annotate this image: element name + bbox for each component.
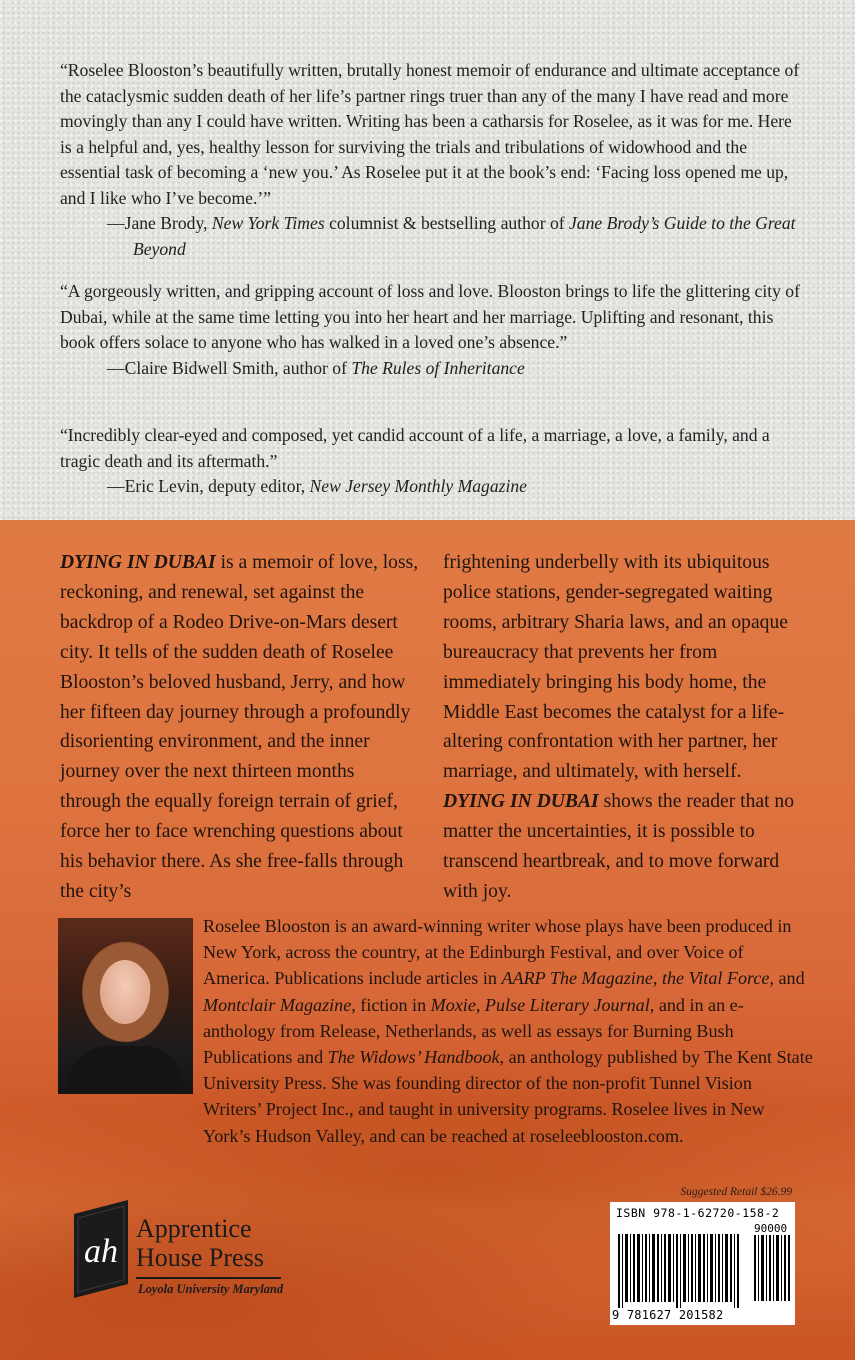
- publisher-divider: [136, 1277, 281, 1279]
- price-barcode-bars: [753, 1235, 791, 1301]
- publisher-name: Apprentice House Press: [136, 1214, 264, 1272]
- quote-brody: [60, 58, 800, 262]
- blurb-panel: [0, 0, 855, 520]
- barcode-number: 9 781627 201582: [612, 1308, 724, 1322]
- author-bio: Roselee Blooston is an award-winning writer whose plays have been produced in New York, across the country, at the Edinburgh Festival, and over Voice of America. Publications include articles in AARP The Magazine, the Vital Force, and Montclair Magazine, fiction in Moxie, Pulse Literary Journal, and in an e-anthology from Release, Netherlands, as well as essays for Burning Bush Publications and The Widows’ Handbook, an anthology published by The Kent State University Press. She was founding director of the non-profit Tunnel Vision Writers’ Project Inc., and taught in university programs. Roselee lives in New York’s Hudson Valley, and can be reached at roseleeblooston.com.: [203, 916, 813, 1146]
- quote-text: “A gorgeously written, and gripping account of loss and love. Blooston brings to life the glittering city of Dubai, while at the same time letting you into her heart and her marriage. Uplifting and resonant, this book offers solace to anyone who has walked in a loved one’s absence.”: [60, 281, 800, 352]
- quote-attribution: —Claire Bidwell Smith, author of The Rules of Inheritance: [107, 357, 525, 378]
- price-code: 90000: [754, 1222, 788, 1235]
- description-left-column: DYING IN DUBAI is a memoir of love, loss, reckoning, and renewal, set against the backdrop of a Rodeo Drive-on-Mars desert city. It tells of the sudden death of Roselee Blooston’s beloved husband, Jerry, and how her fifteen day journey through a profoundly disorienting environment, and the inner journey over the next thirteen months through the equally foreign terrain of grief, force her to face wrenching questions about his behavior there. As she free-falls through the city’s: [60, 552, 419, 902]
- publisher-subtitle: Loyola University Maryland: [138, 1282, 284, 1296]
- description-right-column: frightening underbelly with its ubiquitous police stations, gender-segregated waiting rooms, arbitrary Sharia laws, and an opaque bureaucracy that prevents her from immediately bringing his body home, the Middle East becomes the catalyst for a life-altering confrontation with her partner, her marriage, and ultimately, with herself. DYING IN DUBAI shows the reader that no matter the uncertainties, it is possible to transcend heartbreak, and to move forward with joy.: [443, 552, 795, 902]
- back-cover-panel: [0, 520, 855, 1360]
- isbn-text: ISBN 978-1-62720-158-2: [616, 1206, 780, 1220]
- book-title: DYING IN DUBAI: [60, 552, 216, 573]
- suggested-retail: Suggested Retail $26.99: [680, 1186, 792, 1198]
- quote-text: “Roselee Blooston’s beautifully written, brutally honest memoir of endurance and ultimate acceptance of the cataclysmic sudden death of her life’s partner rings truer than any of the many I have read and more movingly than any I could have written. Writing has been a catharsis for Roselee, as it was for me. Here is a helpful and, yes, healthy lesson for surviving the trials and tribulations of widowhood and the essential task of becoming a ‘new you.’ As Roselee put it at the book’s end: ‘Facing loss opened me up, and I like who I’ve become.’”: [60, 60, 800, 208]
- publisher-monogram: ah: [84, 1233, 118, 1270]
- main-barcode-bars: [616, 1234, 746, 1308]
- quote-text: “Incredibly clear-eyed and composed, yet candid account of a life, a marriage, a love, a family, and a tragic death and its aftermath.”: [60, 425, 770, 471]
- quote-smith: [60, 279, 800, 381]
- quote-attribution: —Jane Brody, New York Times columnist & bestselling author of Jane Brody’s Guide to the Great Beyond: [107, 213, 796, 259]
- quote-attribution: —Eric Levin, deputy editor, New Jersey Monthly Magazine: [107, 476, 527, 496]
- isbn-barcode: [610, 1202, 795, 1325]
- author-photo: [58, 918, 193, 1094]
- quote-levin: [60, 423, 800, 500]
- book-title: DYING IN DUBAI: [443, 791, 599, 813]
- publisher-logo-icon: [74, 1200, 132, 1302]
